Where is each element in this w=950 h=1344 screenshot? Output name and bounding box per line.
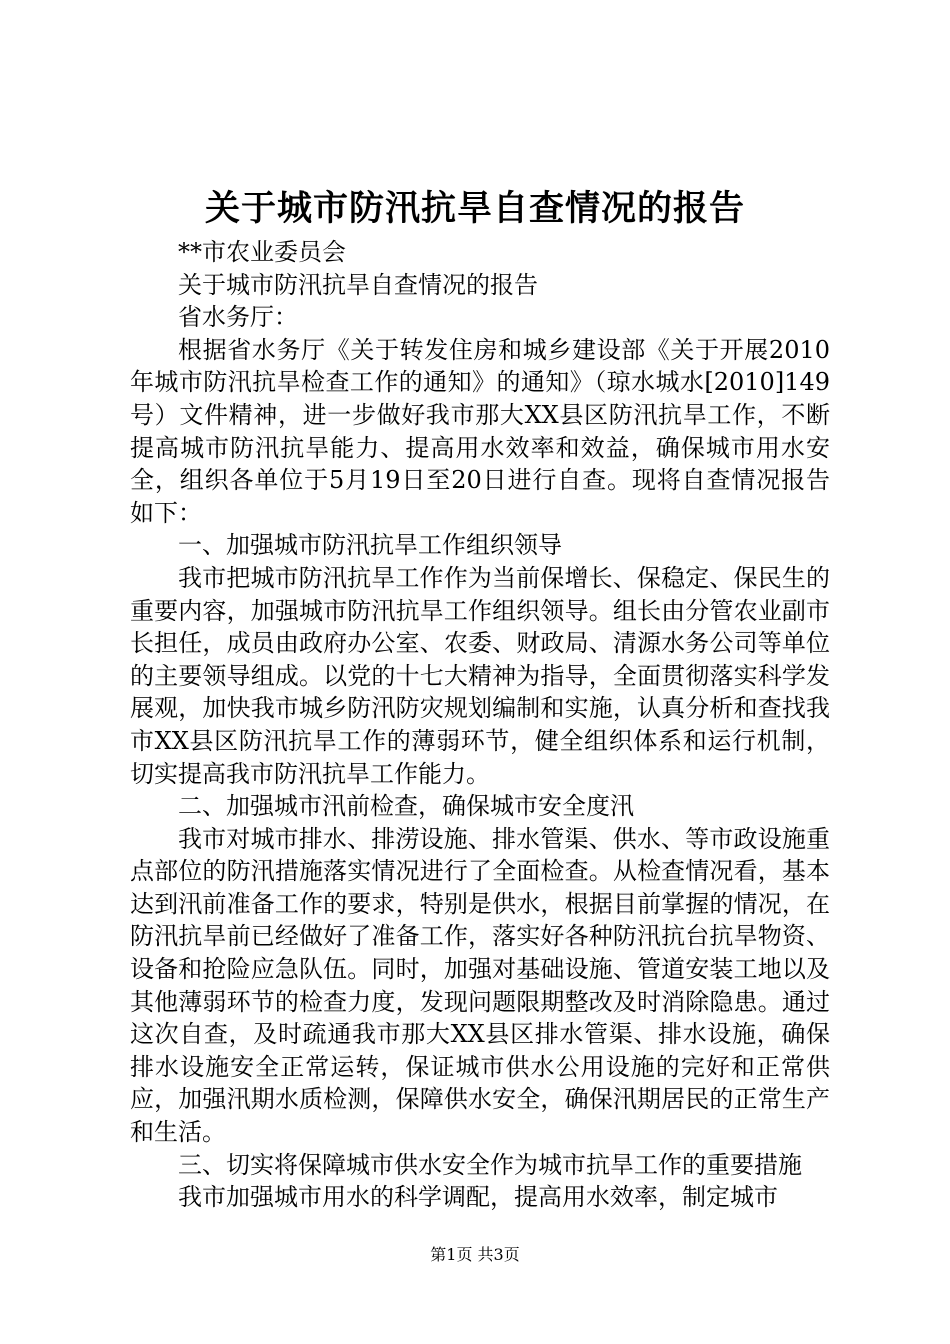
subject-line: 关于城市防汛抗旱自查情况的报告 xyxy=(178,270,538,299)
recipient-line: 省水务厅： xyxy=(178,303,298,332)
section-body-1: 我市把城市防汛抗旱工作作为当前保增长、保稳定、保民生的重要内容，加强城市防汛抗旱工作组织领导。组长由分管农业副市长担任，成员由政府办公室、农委、财政局、清源水务公司等单位的主要领导组成。以党的十七大精神为指导，全面贯彻落实科学发展观，加快我市城乡防汛防灾规划编制和实施，认真分析和查找我市XX县区防汛抗旱工作的薄弱环节，健全组织体系和运行机制，切实提高我市防汛抗旱工作能力。 xyxy=(130,563,830,788)
document-body xyxy=(130,236,830,1214)
section-heading-1: 一、加强城市防汛抗旱工作组织领导 xyxy=(178,531,562,560)
section-heading-2: 二、加强城市汛前检查，确保城市安全度汛 xyxy=(178,792,634,821)
intro-paragraph: 根据省水务厅《关于转发住房和城乡建设部《关于开展2010年城市防汛抗旱检查工作的通知》的通知》（琼水城水[2010]149号）文件精神，进一步做好我市那大XX县区防汛抗旱工作，不断提高城市防汛抗旱能力、提高用水效率和效益，确保城市用水安全，组织各单位于5月19日至20日进行自查。现将自查情况报告如下： xyxy=(130,335,830,527)
section-heading-3: 三、切实将保障城市供水安全作为城市抗旱工作的重要措施 xyxy=(178,1150,802,1179)
issuer-line: **市农业委员会 xyxy=(178,238,346,266)
section-body-3: 我市加强城市用水的科学调配，提高用水效率，制定城市 xyxy=(178,1183,778,1212)
document-title: 关于城市防汛抗旱自查情况的报告 xyxy=(204,188,745,229)
section-body-2: 我市对城市排水、排涝设施、排水管渠、供水、等市政设施重点部位的防汛措施落实情况进行了全面检查。从检查情况看，基本达到汛前准备工作的要求，特别是供水，根据目前掌握的情况，在防汛抗旱前已经做好了准备工作，落实好各种防汛抗台抗旱物资、设备和抢险应急队伍。同时，加强对基础设施、管道安装工地以及其他薄弱环节的检查力度，发现问题限期整改及时消除隐患。通过这次自查，及时疏通我市那大XX县区排水管渠、排水设施，确保排水设施安全正常运转，保证城市供水公用设施的完好和正常供应，加强汛期水质检测，保障供水安全，确保汛期居民的正常生产和生活。 xyxy=(130,824,830,1147)
page-number-footer: 第1页 共3页 xyxy=(430,1245,520,1264)
